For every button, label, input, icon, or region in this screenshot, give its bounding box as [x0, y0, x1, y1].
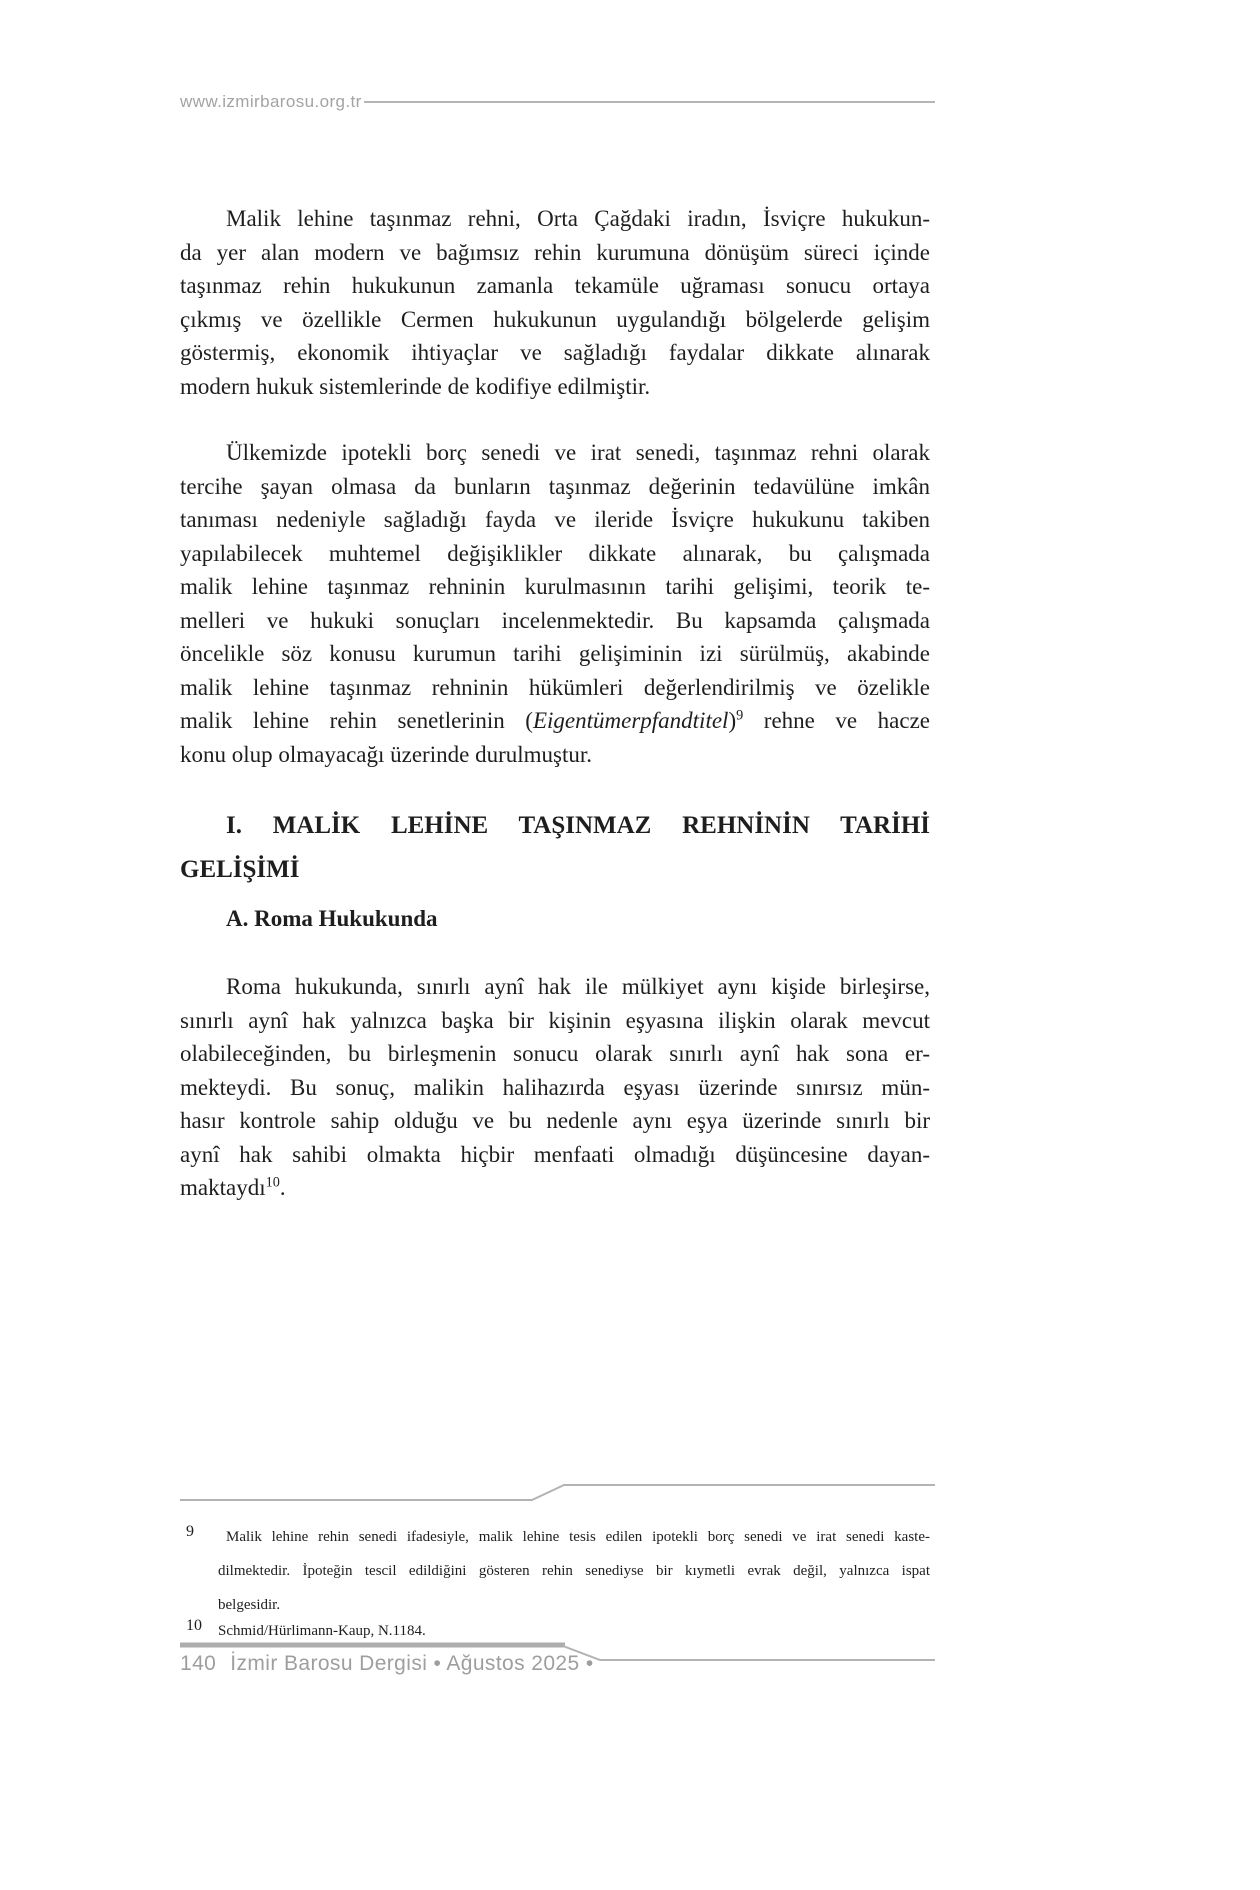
paragraph-line: tercihe şayan olmasa da bunların taşınmaz değerinin tedavülüne imkân	[180, 473, 930, 499]
footnote-line: Malik lehine rehin senedi ifadesiyle, malik lehine tesis edilen ipotekli borç senedi ve irat senedi kaste-	[226, 1529, 930, 1545]
line-text: maktaydı	[180, 1175, 266, 1200]
header-rule	[364, 101, 935, 103]
paragraph-line: öncelikle söz konusu kurumun tarihi gelişiminin izi sürülmüş, akabinde	[180, 641, 930, 666]
footnote-10-marker: 10	[186, 1617, 202, 1634]
footnote-line: belgesidir.	[218, 1597, 281, 1613]
paragraph-line: malik lehine taşınmaz rehninin hükümleri değerlendirilmiş ve özelikle	[180, 674, 930, 700]
line-text: .	[279, 1175, 286, 1200]
paragraph-intro	[180, 202, 930, 403]
paragraph-line: sınırlı aynî hak yalnızca başka bir kişinin eşyasına ilişkin olarak mevcut	[180, 1007, 930, 1033]
page-footer	[180, 1652, 594, 1676]
heading-line: I. MALİK LEHİNE TAŞINMAZ REHNİNİN TARİHİ	[226, 812, 930, 839]
paragraph-line: malik lehine taşınmaz rehninin kurulmasının tarihi gelişimi, teorik te-	[180, 574, 930, 599]
paragraph-line: taşınmaz rehin hukukunun zamanla tekamüle uğraması sonucu ortaya	[180, 273, 930, 298]
paragraph-line: mekteydi. Bu sonuç, malikin halihazırda eşyası üzerinde sınırsız mün-	[180, 1074, 930, 1100]
footnote-separator-rule	[180, 1482, 935, 1504]
paragraph-line: hasır kontrole sahip olduğu ve bu nedenle aynı eşya üzerinde sınırlı bir	[180, 1108, 930, 1133]
page-number: 140	[180, 1652, 217, 1675]
paragraph-line: Roma hukukunda, sınırlı aynî hak ile mülkiyet aynı kişide birleşirse,	[226, 974, 930, 999]
footnote-ref-9: 9	[736, 707, 744, 724]
footnote-line: Schmid/Hürlimann-Kaup, N.1184.	[218, 1623, 426, 1639]
paragraph-line: çıkmış ve özellikle Cermen hukukunun uygulandığı bölgelerde gelişim	[180, 306, 930, 332]
paragraph-line: tanıması nedeniyle sağladığı fayda ve ileride İsviçre hukukunu takiben	[180, 507, 930, 532]
page-header	[180, 92, 935, 112]
section-heading-1	[180, 804, 930, 892]
line-text: rehne ve hacze	[743, 708, 930, 733]
paragraph-scope	[180, 436, 930, 771]
line-text: )	[728, 708, 737, 733]
journal-name-and-issue: İzmir Barosu Dergisi • Ağustos 2025 •	[230, 1652, 594, 1675]
paragraph-line: Malik lehine taşınmaz rehni, Orta Çağdaki iradın, İsviçre hukukun-	[226, 206, 930, 231]
footnote-line: dilmektedir. İpoteğin tescil edildiğini gösteren rehin senediyse bir kıymetli evrak değil, yalnızca ispat	[218, 1563, 930, 1579]
footnote-9-marker: 9	[186, 1523, 194, 1540]
journal-website-url: www.izmirbarosu.org.tr	[180, 92, 362, 111]
subsection-heading-a: A. Roma Hukukunda	[226, 906, 438, 931]
paragraph-line: Ülkemizde ipotekli borç senedi ve irat senedi, taşınmaz rehni olarak	[226, 440, 930, 465]
footnote-ref-10: 10	[265, 1174, 280, 1191]
paragraph-line: yapılabilecek muhtemel değişiklikler dikkate alınarak, bu çalışmada	[180, 540, 930, 566]
line-text: malik lehine rehin senetlerinin (	[180, 708, 533, 733]
paragraph-line: melleri ve hukuki sonuçları incelenmektedir. Bu kapsamda çalışmada	[180, 607, 930, 633]
paragraph-line-with-term	[180, 704, 930, 738]
german-term-italic: Eigentümerpfandtitel	[532, 708, 729, 733]
heading-line: GELİŞİMİ	[180, 856, 300, 883]
paragraph-line: modern hukuk sistemlerinde de kodifiye edilmiştir.	[180, 373, 651, 399]
paragraph-line: göstermiş, ekonomik ihtiyaçlar ve sağladığı faydalar dikkate alınarak	[180, 340, 930, 365]
footnote-9	[180, 1520, 930, 1622]
paragraph-line: olabileceğinden, bu birleşmenin sonucu olarak sınırlı aynî hak sona er-	[180, 1041, 930, 1066]
paragraph-line: konu olup olmayacağı üzerinde durulmuştur.	[180, 741, 592, 767]
paragraph-line-with-ref	[180, 1171, 930, 1205]
paragraph-roman-law	[180, 970, 930, 1205]
paragraph-line: aynî hak sahibi olmakta hiçbir menfaati olmadığı düşüncesine dayan-	[180, 1141, 930, 1167]
paragraph-line: da yer alan modern ve bağımsız rehin kurumuna dönüşüm süreci içinde	[180, 239, 930, 265]
